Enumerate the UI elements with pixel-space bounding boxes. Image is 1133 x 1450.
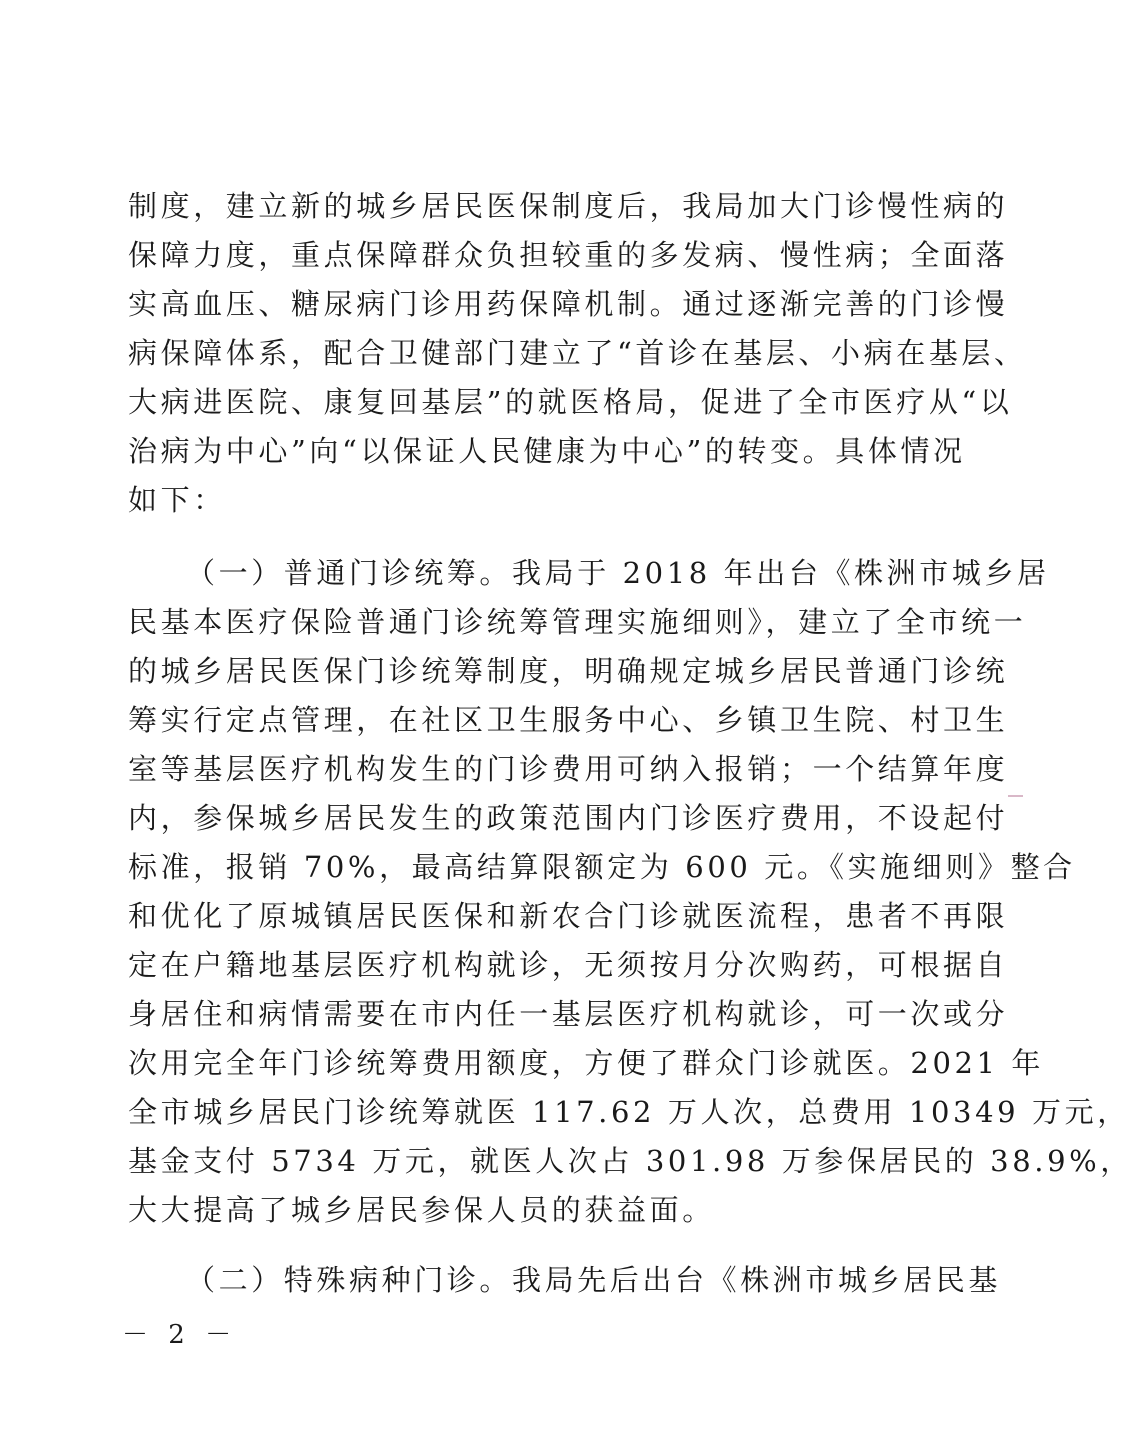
text-line: 和优化了原城镇居民医保和新农合门诊就医流程，患者不再限 bbox=[128, 899, 1009, 933]
text-line: 民基本医疗保险普通门诊统筹管理实施细则》，建立了全市统一 bbox=[128, 605, 1027, 639]
text-line: 保障力度，重点保障群众负担较重的多发病、慢性病；全面落 bbox=[128, 238, 1009, 272]
scan-edge-mark bbox=[1008, 795, 1023, 797]
text-line: 全市城乡居民门诊统筹就医 117.62 万人次，总费用 10349 万元， bbox=[128, 1095, 1130, 1129]
text-line: 标准，报销 70%，最高结算限额定为 600 元。《实施细则》整合 bbox=[128, 850, 1076, 884]
text-line: 大大提高了城乡居民参保人员的获益面。 bbox=[128, 1193, 715, 1227]
page-number: － 2 － bbox=[122, 1320, 238, 1350]
text-line: 如下： bbox=[128, 483, 226, 517]
text-line: 内，参保城乡居民发生的政策范围内门诊医疗费用，不设起付 bbox=[128, 801, 1009, 835]
text-line: 定在户籍地基层医疗机构就诊，无须按月分次购药，可根据自 bbox=[128, 948, 1009, 982]
section-heading-line: （二）特殊病种门诊。我局先后出台《株洲市城乡居民基 bbox=[186, 1263, 1002, 1297]
text-line: 实高血压、糖尿病门诊用药保障机制。通过逐渐完善的门诊慢 bbox=[128, 287, 1009, 321]
text-line: 治病为中心”向“以保证人民健康为中心”的转变。具体情况 bbox=[128, 434, 966, 468]
text-line: 病保障体系，配合卫健部门建立了“首诊在基层、小病在基层、 bbox=[128, 336, 1027, 370]
text-line: 的城乡居民医保门诊统筹制度，明确规定城乡居民普通门诊统 bbox=[128, 654, 1009, 688]
text-line: 制度，建立新的城乡居民医保制度后，我局加大门诊慢性病的 bbox=[128, 189, 1009, 223]
text-line: 大病进医院、康复回基层”的就医格局，促进了全市医疗从“以 bbox=[128, 385, 1013, 419]
section-heading-line: （一）普通门诊统筹。我局于 2018 年出台《株洲市城乡居 bbox=[186, 556, 1050, 590]
text-line: 次用完全年门诊统筹费用额度，方便了群众门诊就医。2021 年 bbox=[128, 1046, 1045, 1080]
text-line: 筹实行定点管理，在社区卫生服务中心、乡镇卫生院、村卫生 bbox=[128, 703, 1009, 737]
text-line: 室等基层医疗机构发生的门诊费用可纳入报销；一个结算年度 bbox=[128, 752, 1009, 786]
text-line: 身居住和病情需要在市内任一基层医疗机构就诊，可一次或分 bbox=[128, 997, 1009, 1031]
text-line: 基金支付 5734 万元，就医人次占 301.98 万参保居民的 38.9%， bbox=[128, 1144, 1133, 1178]
